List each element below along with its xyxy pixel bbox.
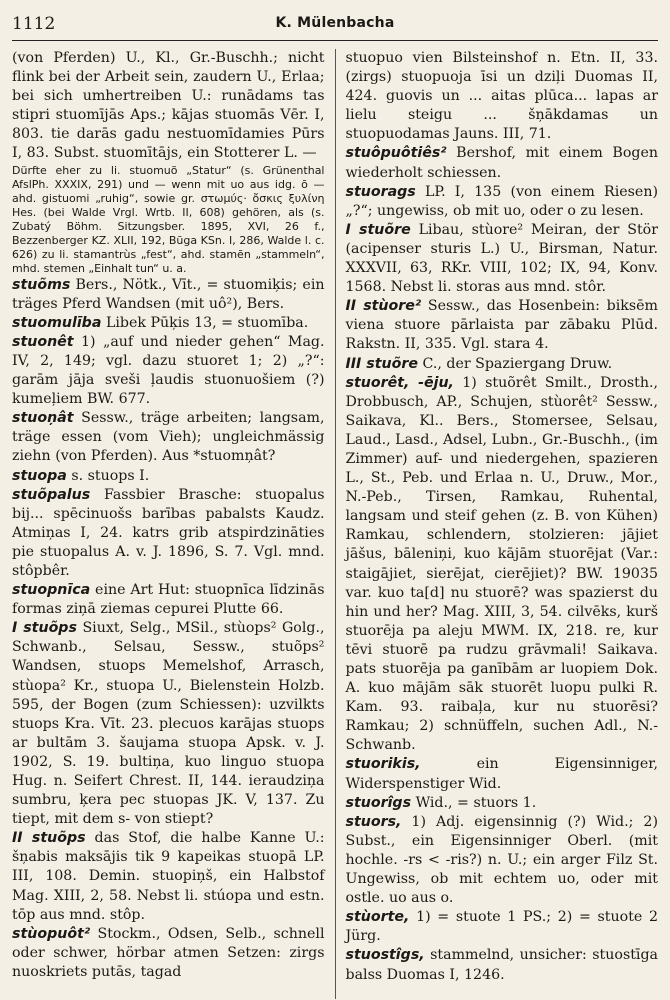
entry-text: stammelnd, unsicher: stuostīga balss Duomas I, 1246. <box>345 947 658 983</box>
entry-text: 1) = stuote 1 PS.; 2) = stuote 2 Jürg. <box>345 909 658 945</box>
entry-headword: stuõms <box>12 276 71 293</box>
entry-headword: stuõpalus <box>12 486 91 503</box>
entry-continuation <box>346 49 659 144</box>
dictionary-entry <box>12 467 325 486</box>
entry-text: 1) „auf und nieder gehen“ Mag. IV, 2, 149; vgl. dazu stuoret 1; 2) „?“: garām jāja sveši ļaudis stuonuošiem (?) kumeļiem BW. 677. <box>12 333 325 408</box>
entry-headword: stuôpuôtiês² <box>345 145 447 162</box>
entry-text: Libau, stùore² Meiran, der Stör (acipenser sturis L.) U., Birsman, Natur. XXXVII, 63, RKr. VIII, 102; IX, 94, Konv. 1568. Nebst li. storas aus mnd. stôr. <box>345 221 658 296</box>
dictionary-entry <box>12 581 325 619</box>
dictionary-entry <box>346 183 659 221</box>
dictionary-entry <box>12 925 325 982</box>
entry-text: Bers., Nötk., Vīt., = stuomiķis; ein träges Pferd Wandsen (mit uô²), Bers. <box>12 276 325 312</box>
entry-text: C., der Spaziergang Druw. <box>422 355 613 372</box>
entry-headword: stuomulība <box>12 314 102 331</box>
dictionary-entry <box>346 355 659 374</box>
entry-text: Sessw., träge arbeiten; langsam, träge essen (vom Vieh); ungleichmässig ziehn (von Pferden). Aus *stuomņât? <box>12 410 325 465</box>
entry-headword: stuonêt <box>12 333 74 350</box>
etymology-note <box>12 164 325 276</box>
dictionary-entry <box>346 755 659 793</box>
page-number: 1112 <box>12 14 56 34</box>
dictionary-entry <box>346 374 659 756</box>
running-title: K. Mülenbacha <box>275 15 395 31</box>
entry-text: (von Pferden) U., Kl., Gr.-Buschh.; nicht flink bei der Arbeit sein, zaudern U., Erlaa; bei sich umhertreiben U.: runādams tas stipri stuomījās Aps.; kājas stuomās Vēr. I, 803. tie darās gadu nestuomīdamies Pūrs I, 83. Subst. stuomītājs, ein Stotterer L. — <box>12 50 325 162</box>
entry-headword: stuorêt, -ēju, <box>345 374 454 391</box>
entry-text: Wid., = stuors 1. <box>415 794 537 811</box>
dictionary-entry <box>346 221 659 297</box>
entry-text: stuopuo vien Bilsteinshof n. Etn. II, 33. (zirgs) stuopuoja īsi un dziļi Duomas II, 424. guovis un ... aitas plūca... lapas ar lielu steigu ... šņākdamas un stuopuodamas Jauns. III, 71. <box>345 50 658 143</box>
entry-headword: I stuõre <box>345 221 411 238</box>
dictionary-entry <box>12 486 325 581</box>
entry-text: 1) stuõrêt Smilt., Drosth., Drobbusch, AP., Schujen, stùorêt² Sessw., Saikava, Kl.. Bers., Stomersee, Selsau, Laud., Lasd., Adsel, Lubn., Gr.-Buschh., (im Zimmer) auf- und niedergehen, spazieren L., St., Peb. und Erlaa n. U., Druw., Mor., N.-Peb., Tirsen, Ramkau, Ruhental, langsam und steif gehen (z. B. von Kühen) Ramkau, schlendern, stolzieren: jājiet jāšus, bāleniņi, kuo kājām stuorējat (Var.: staigājiet, sierējat, cierējiet)? BW. 19035 var. kuo ta[d] nu stuorē? was spazierst du hin und her? Mag. XIII, 3, 54. cilvēks, kurš stuorēja pa aleju MWM. IX, 218. re, kur tēvi stuorē pa rudzu grāvmali! Saikava. pats stuorēja pa ganībām ar luopiem Dok. A. kuo mājām sāk stuorēt luopu pulki R. Kam. 93. raibaļa, kur nu stuorēsi? Ramkau; 2) schnüffeln, suchen Adl., N.-Schwanb. <box>345 374 658 754</box>
entry-text: ein Eigensinniger, Widerspenstiger Wid. <box>345 756 658 792</box>
entry-continuation <box>12 49 325 164</box>
entry-text: s. stuops I. <box>71 467 150 484</box>
dictionary-entry <box>12 314 325 333</box>
entry-headword: stùorte, <box>345 909 410 926</box>
entry-headword: stuostîgs, <box>345 947 425 964</box>
left-column <box>12 49 336 999</box>
entry-text: Bershof, mit einem Bogen wiederholt schiessen. <box>345 145 658 181</box>
entry-text: Fassbier Brasche: stuopalus bij... spēcinuošs barības pabalsts Kaudz. Atmiņas I, 24. katrs grib atspirdzināties pie stuopalus A. v. J. 1896, S. 7. Vgl. mnd. stôpbêr. <box>12 486 325 579</box>
entry-headword: stùopuôt² <box>12 925 91 942</box>
dictionary-entry <box>12 619 325 829</box>
dictionary-entry <box>12 829 325 924</box>
entry-headword: stuorikis, <box>345 756 421 773</box>
entry-headword: stuopnīca <box>12 582 91 599</box>
right-column <box>336 49 659 999</box>
dictionary-entry <box>12 333 325 409</box>
entry-text: Libek Pūķis 13, = stuomība. <box>105 314 309 331</box>
page-header <box>12 14 658 41</box>
entry-headword: III stuõre <box>345 355 418 372</box>
entry-text: Stockm., Odsen, Selb., schnell oder schwer, hörbar atmen Setzen: zirgs nuoskriets putās, tagad <box>12 925 325 980</box>
entry-text: Dürfte eher zu li. stuomuõ „Statur“ (s. Grünenthal AfslPh. XXXIX, 291) und — wenn mit uo aus idg. ō — ahd. gistuomi „ruhig“, sowie gr. στωμύς· ὄσκις ξυλίνη Hes. (bei Walde Vrgl. Wrtb. II, 608) gehören, als (s. Zubatý Böhm. Sitzungsber. 1895, XVI, 26 f., Bezzenberger KZ. XLII, 192, Būga KSn. I, 286, Walde l. c. 626) zu li. stamantrùs „fest“, ahd. stamēn „stammeln“, mhd. stemen „Einhalt tun“ u. a. <box>12 163 325 275</box>
entry-text: das Stof, die halbe Kanne U.: šņabis maksājis tik 9 kapeikas stuopā LP. III, 108. Demin. stuopiņš, ein Halbstof Mag. XIII, 2, 58. Nebst li. stúopa und estn. tōp aus mnd. stôp. <box>12 830 325 923</box>
dictionary-entry <box>346 946 659 984</box>
entry-text: Sessw., das Hosenbein: biksēm viena stuore pārlaista par zābaku Plūd. Rakstn. II, 335. Vgl. stara 4. <box>345 298 658 353</box>
dictionary-entry <box>346 297 659 354</box>
entry-headword: stuoņât <box>12 410 74 427</box>
entry-headword: I stuõps <box>12 620 77 637</box>
entry-headword: II stùore² <box>345 298 422 315</box>
dictionary-entry <box>346 908 659 946</box>
entry-text: eine Art Hut: stuopnīca līdzinās formas ziņā ziemas cepurei Plutte 66. <box>12 582 325 618</box>
entry-headword: stuopa <box>12 467 67 484</box>
dictionary-entry <box>12 276 325 314</box>
entry-headword: stuors, <box>345 813 402 830</box>
columns <box>12 49 658 999</box>
dictionary-entry <box>346 813 659 908</box>
dictionary-entry <box>12 409 325 466</box>
dictionary-entry <box>346 794 659 813</box>
entry-headword: II stuõps <box>12 830 86 847</box>
entry-text: LP. I, 135 (von einem Riesen) „?“; ungewiss, ob mit uo, oder o zu lesen. <box>345 183 658 219</box>
entry-text: 1) Adj. eigensinnig (?) Wid.; 2) Subst., ein Eigensinniger Oberl. (mit hochle. -rs < -ris?) n. U.; ein arger Filz St. Ungewiss, ob mit echtem uo, oder mit ostle. uo aus o. <box>345 813 658 907</box>
entry-headword: stuorags <box>345 183 416 200</box>
dictionary-entry <box>346 144 659 182</box>
entry-headword: stuorîgs <box>345 794 412 811</box>
entry-text: Siuxt, Selg., MSil., stùops² Golg., Schwanb., Selsau, Sessw., stuõps² Wandsen, stuops Memelshof, Arrasch, stùopa² Kr., stuopa U., Bielenstein Holzb. 595, der Bogen (zum Schiessen): uzvilkts stuops Kra. Vīt. 23. plecuos karājas stuops ar bultām 3. šaujama stuopa Apsk. v. J. 1902, S. 19. bultiņa, kuo linguo stuopa Hug. n. Seifert Chrest. II, 144. ieraudziņa sumbru, ķera pec stuopas JK. V, 137. Zu tiept, mit dem s- von stiept? <box>12 620 325 828</box>
